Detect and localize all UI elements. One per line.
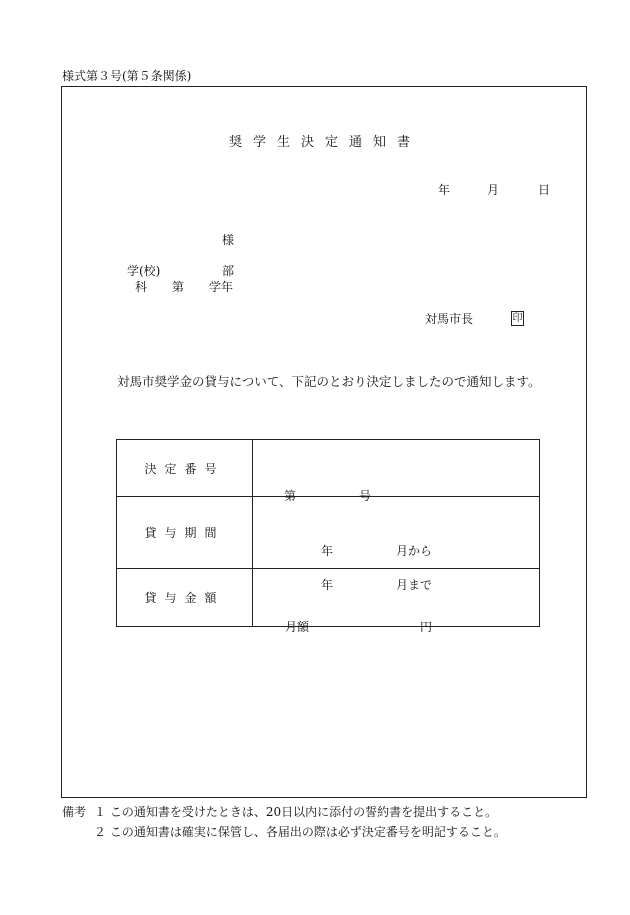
table-row-loan-period bbox=[117, 497, 540, 569]
date-month-label: 月 bbox=[487, 183, 500, 197]
recipient-honorific: 様 bbox=[222, 233, 235, 247]
loan-period-end-year: 年 bbox=[321, 577, 334, 592]
recipient-grade-number-label: 第 bbox=[172, 280, 185, 294]
date-year-label: 年 bbox=[438, 183, 451, 197]
decision-number-suffix: 号 bbox=[359, 489, 372, 503]
loan-period-value bbox=[253, 497, 540, 592]
loan-amount-monthly-label: 月額 bbox=[285, 619, 310, 634]
recipient-course-label: 科 bbox=[135, 280, 148, 294]
remarks-note-1: １ この通知書を受けたときは、20日以内に添付の誓約書を提出すること。 bbox=[94, 805, 498, 819]
date-day-label: 日 bbox=[538, 183, 551, 197]
recipient-grade-label: 学年 bbox=[209, 280, 234, 294]
loan-amount-yen-label: 円 bbox=[420, 619, 433, 634]
decision-number-label: 決定番号 bbox=[117, 440, 253, 497]
form-number-label: 様式第３号(第５条関係) bbox=[62, 69, 192, 83]
loan-period-start-month: 月から bbox=[396, 543, 433, 558]
loan-amount-label: 貸与金額 bbox=[117, 569, 253, 627]
loan-period-label: 貸与期間 bbox=[117, 497, 253, 569]
remarks-label: 備考 bbox=[62, 805, 87, 819]
notice-body-text: 対馬市奨学金の貸与について、下記のとおり決定しましたので通知します。 bbox=[117, 374, 541, 389]
seal-box: 印 bbox=[512, 313, 523, 324]
decision-number-prefix: 第 bbox=[284, 489, 297, 503]
issuer-name: 対馬市長 bbox=[425, 312, 474, 326]
recipient-school-label: 学(校) bbox=[127, 264, 161, 278]
decision-table bbox=[116, 439, 540, 634]
document-title: 奨学生決定通知書 bbox=[229, 135, 422, 150]
loan-period-end-month: 月まで bbox=[396, 577, 433, 592]
recipient-department-label: 部 bbox=[222, 264, 235, 278]
loan-period-start-year: 年 bbox=[321, 543, 334, 558]
table-row-decision-number bbox=[117, 440, 540, 497]
remarks-note-2: ２ この通知書は確実に保管し、各届出の際は必ず決定番号を明記すること。 bbox=[94, 825, 506, 839]
decision-number-value bbox=[253, 440, 540, 503]
